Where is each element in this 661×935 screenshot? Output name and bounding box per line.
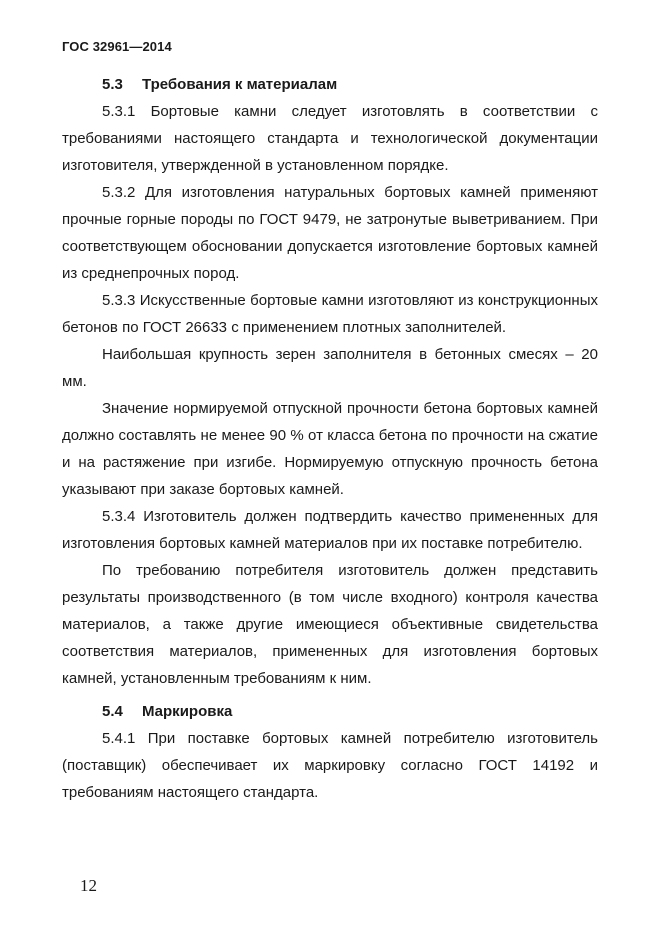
paragraph-5-3-1: 5.3.1 Бортовые камни следует изготовлять в соответствии с требованиями настоящего стандарта и технологической документации изготовителя, утвержденной в установленном порядке. xyxy=(62,103,598,174)
page-number: 12 xyxy=(80,876,97,895)
document-header: ГОС 32961—2014 xyxy=(62,39,172,54)
section-title: Требования к материалам xyxy=(142,76,338,93)
section-number: 5.3 xyxy=(102,76,123,93)
section-title: Маркировка xyxy=(142,703,233,720)
paragraph-5-3-4: 5.3.4 Изготовитель должен подтвердить качество примененных для изготовления бортовых камней материалов при их поставке потребителю. xyxy=(62,508,598,552)
document-body xyxy=(62,71,598,806)
paragraph-5-3-2: 5.3.2 Для изготовления натуральных бортовых камней применяют прочные горные породы по ГОСТ 9479, не затронутые выветриванием. При соответствующем обосновании допускается изготовление бортовых камней из среднепрочных пород. xyxy=(62,184,598,282)
paragraph-aggregate-size: Наибольшая крупность зерен заполнителя в бетонных смесях – 20 мм. xyxy=(62,346,598,390)
paragraph-release-strength: Значение нормируемой отпускной прочности бетона бортовых камней должно составлять не менее 90 % от класса бетона по прочности на сжатие и на растяжение при изгибе. Нормируемую отпускную прочность бетона указывают при заказе бортовых камней. xyxy=(62,400,598,498)
section-heading-5-3 xyxy=(62,71,598,98)
paragraph-5-3-3: 5.3.3 Искусственные бортовые камни изготовляют из конструкционных бетонов по ГОСТ 26633 с применением плотных заполнителей. xyxy=(62,292,598,336)
section-heading-5-4 xyxy=(62,698,598,725)
section-number: 5.4 xyxy=(102,703,123,720)
paragraph-5-4-1: 5.4.1 При поставке бортовых камней потребителю изготовитель (поставщик) обеспечивает их маркировку согласно ГОСТ 14192 и требованиям настоящего стандарта. xyxy=(62,730,598,801)
paragraph-consumer-request: По требованию потребителя изготовитель должен представить результаты производственного (в том числе входного) контроля качества материалов, а также другие имеющиеся объективные свидетельства соответствия материалов, примененных для изготовления бортовых камней, установленным требованиям к ним. xyxy=(62,562,598,687)
